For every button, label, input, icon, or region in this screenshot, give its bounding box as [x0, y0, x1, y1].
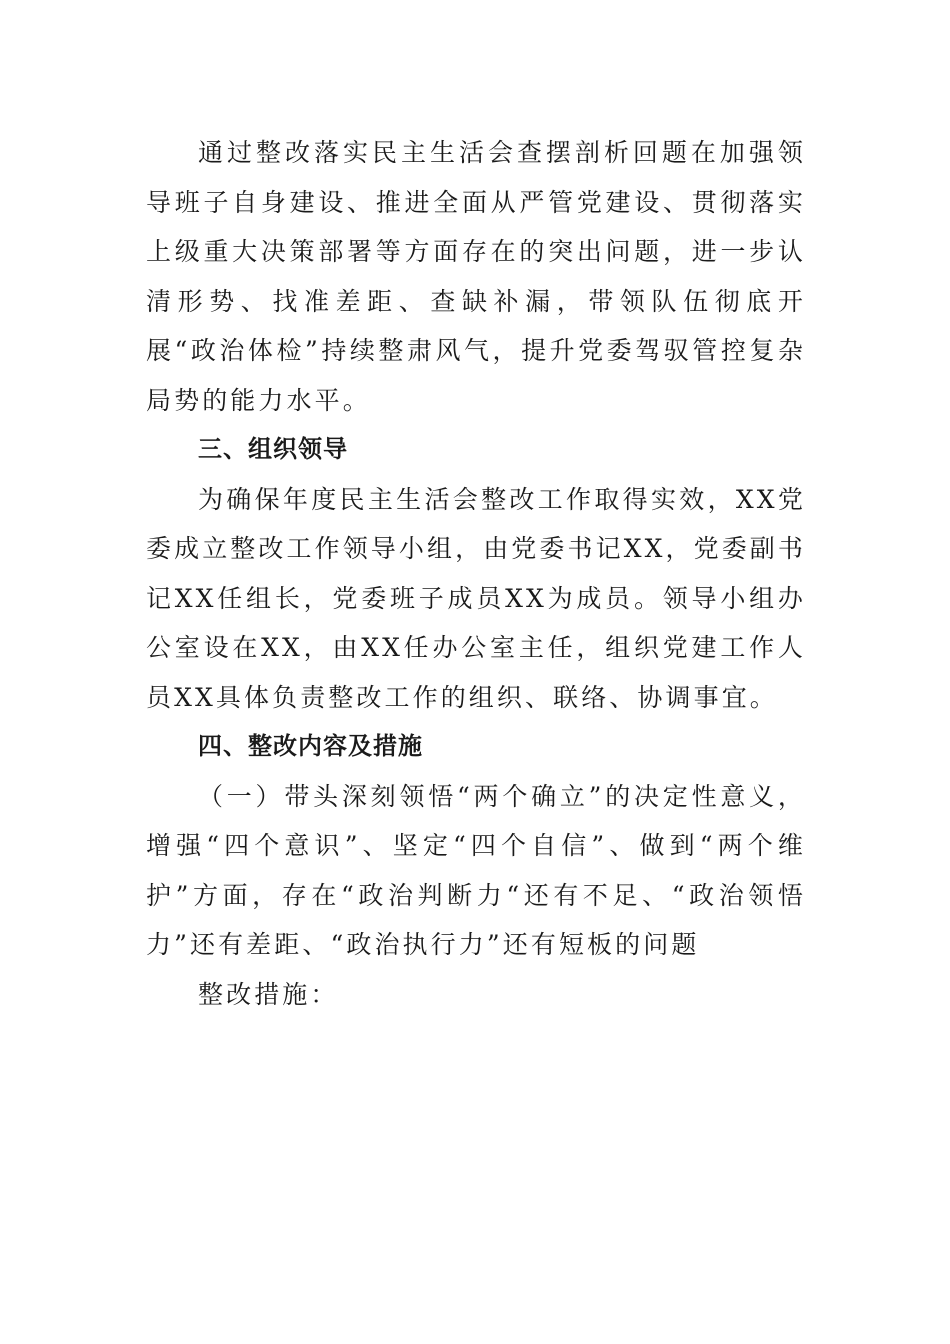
- paragraph-item-one: （一）带头深刻领悟“两个确立”的决定性意义，增强“四个意识”、坚定“四个自信”、做到“两个维护”方面，存在“政治判断力“还有不足、“政治领悟力”还有差距、“政治执行力”还有短板的问题: [146, 781, 806, 959]
- section-heading-organization: 三、组织领导: [198, 435, 348, 463]
- paragraph-measures-label: 整改措施：: [198, 979, 339, 1009]
- paragraph-organization: 为确保年度民主生活会整改工作取得实效，XX党委成立整改工作领导小组，由党委书记XX，党委副书记XX任组长，党委班子成员XX为成员。领导小组办公室设在XX，由XX任办公室主任，组织党建工作人员XX具体负责整改工作的组织、联络、协调事宜。: [146, 484, 806, 712]
- document-body: [146, 128, 806, 1019]
- section-heading-measures: 四、整改内容及措施: [198, 732, 423, 760]
- paragraph-rectification-goal: 通过整改落实民主生活会查摆剖析回题在加强领导班子自身建设、推进全面从严管党建设、贯彻落实上级重大决策部署等方面存在的突出问题，进一步认清形势、找准差距、查缺补漏，带领队伍彻底开展“政治体检”持续整肃风气，提升党委驾驭管控复杂局势的能力水平。: [146, 138, 806, 415]
